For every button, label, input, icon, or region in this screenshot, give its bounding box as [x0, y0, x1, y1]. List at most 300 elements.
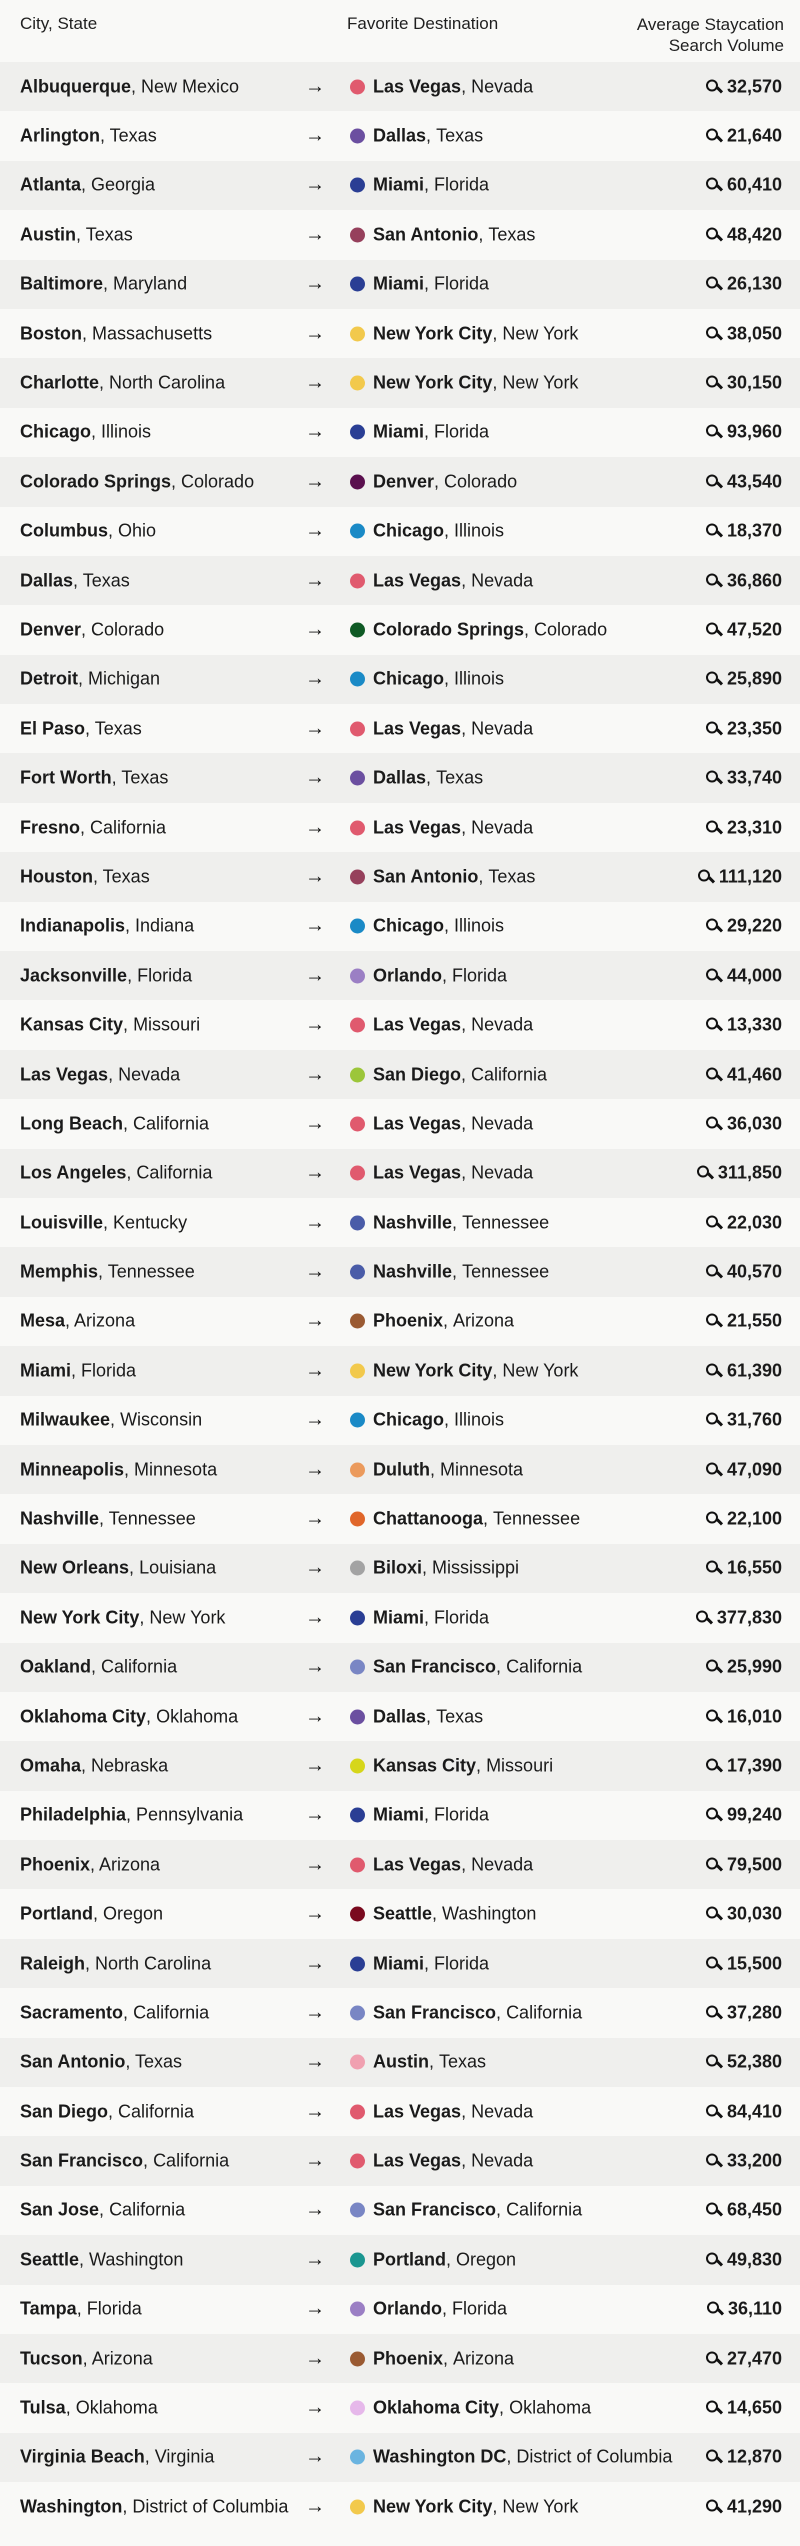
- arrow-icon: →: [305, 2445, 325, 2468]
- search-icon: [706, 2499, 721, 2514]
- destination-city: Dallas: [373, 125, 427, 146]
- destination-state: Nevada: [471, 76, 534, 97]
- search-icon: [706, 1808, 721, 1823]
- destination-state: Texas: [436, 1706, 484, 1727]
- arrow-icon: →: [305, 964, 325, 987]
- arrow-icon: →: [305, 1161, 325, 1184]
- origin-state: Florida: [86, 2298, 142, 2319]
- origin-state: Oregon: [103, 1903, 164, 1924]
- destination-comma: ,: [492, 372, 503, 393]
- destination-city: Las Vegas: [373, 2101, 462, 2122]
- search-volume-value: 41,460: [726, 1064, 782, 1084]
- origin-comma: ,: [81, 1755, 92, 1776]
- search-icon: [706, 1363, 721, 1378]
- destination-city: Orlando: [373, 965, 443, 986]
- destination-comma: ,: [442, 965, 453, 986]
- destination-comma: ,: [426, 1706, 437, 1727]
- destination-color-dot: [350, 1610, 365, 1625]
- destination-city-state: [350, 2348, 514, 2369]
- search-volume-value: 68,450: [726, 2199, 782, 2220]
- table-body: [0, 62, 800, 2532]
- destination-color-dot: [350, 622, 365, 637]
- search-volume: [707, 2299, 782, 2320]
- table-row: [0, 507, 800, 556]
- origin-city: San Jose: [20, 2199, 100, 2220]
- origin-comma: ,: [125, 915, 136, 936]
- origin-city-state: [20, 866, 150, 887]
- search-volume: [706, 965, 782, 986]
- origin-state: Arizona: [74, 1310, 136, 1331]
- destination-city: Las Vegas: [373, 718, 462, 739]
- destination-city-state: [350, 1311, 514, 1332]
- table-row: [0, 309, 800, 358]
- origin-state: California: [109, 2199, 186, 2220]
- destination-comma: ,: [432, 1903, 443, 1924]
- arrow-icon: →: [305, 1655, 325, 1678]
- search-icon: [706, 672, 721, 687]
- search-icon: [706, 1067, 721, 1082]
- destination-city-state: [350, 323, 578, 344]
- destination-state: Minnesota: [440, 1459, 524, 1480]
- origin-state: Ohio: [118, 520, 157, 541]
- destination-color-dot: [350, 919, 365, 934]
- origin-city: Houston: [20, 866, 93, 887]
- origin-city-state: [20, 669, 160, 690]
- arrow-icon: →: [305, 322, 325, 345]
- search-icon: [706, 919, 721, 934]
- destination-color-dot: [350, 425, 365, 440]
- destination-city-state: [350, 1360, 578, 1381]
- destination-city-state: [350, 1509, 580, 1530]
- origin-state: Texas: [85, 224, 133, 245]
- origin-city-state: [20, 224, 133, 245]
- arrow-icon: →: [305, 1309, 325, 1332]
- search-icon: [706, 1265, 721, 1280]
- search-volume-value: 99,240: [726, 1804, 782, 1825]
- search-volume-value: 18,370: [726, 520, 782, 541]
- search-volume: [706, 2249, 782, 2270]
- destination-city: Las Vegas: [373, 76, 462, 97]
- search-volume: [706, 2496, 782, 2517]
- search-volume-value: 36,110: [727, 2298, 782, 2319]
- origin-comma: ,: [124, 1459, 135, 1480]
- origin-city: El Paso: [20, 718, 86, 739]
- table-row: [0, 2482, 800, 2531]
- arrow-icon: →: [305, 2050, 325, 2073]
- origin-comma: ,: [123, 2002, 134, 2023]
- origin-city: Atlanta: [20, 174, 82, 195]
- destination-state: Illinois: [454, 520, 505, 541]
- destination-comma: ,: [461, 2150, 472, 2171]
- arrow-icon: →: [305, 1556, 325, 1579]
- destination-city-state: [350, 965, 507, 986]
- destination-state: Missouri: [486, 1755, 554, 1776]
- search-volume-value: 377,830: [716, 1607, 782, 1628]
- origin-city-state: [20, 1558, 216, 1579]
- search-icon: [706, 1116, 721, 1131]
- destination-city: Phoenix: [373, 1310, 444, 1331]
- destination-comma: ,: [442, 2298, 453, 2319]
- origin-comma: ,: [76, 224, 86, 245]
- search-volume-value: 41,290: [726, 2496, 782, 2517]
- destination-comma: ,: [461, 76, 472, 97]
- table-row: [0, 1445, 800, 1494]
- destination-comma: ,: [478, 866, 489, 887]
- table-row: [0, 2186, 800, 2235]
- destination-state: Florida: [434, 174, 490, 195]
- destination-comma: ,: [496, 2199, 507, 2220]
- origin-city: Albuquerque: [20, 76, 131, 97]
- origin-comma: ,: [126, 1162, 137, 1183]
- search-icon: [706, 2252, 721, 2267]
- origin-city-state: [20, 2398, 158, 2419]
- arrow-icon: →: [305, 1902, 325, 1925]
- origin-comma: ,: [110, 1409, 121, 1430]
- search-volume: [706, 1953, 782, 1974]
- search-volume: [706, 274, 782, 295]
- destination-color-dot: [350, 1907, 365, 1922]
- destination-comma: ,: [492, 2496, 503, 2517]
- destination-city: Miami: [373, 1804, 425, 1825]
- origin-state: California: [101, 1656, 178, 1677]
- destination-city-state: [350, 1755, 553, 1776]
- destination-city-state: [350, 1163, 533, 1184]
- origin-city: San Diego: [20, 2101, 109, 2122]
- destination-state: Mississippi: [432, 1557, 520, 1578]
- table-row: [0, 1099, 800, 1148]
- origin-city-state: [20, 2151, 229, 2172]
- destination-city-state: [350, 2101, 533, 2122]
- origin-comma: ,: [129, 1557, 140, 1578]
- arrow-icon: →: [305, 667, 325, 690]
- origin-comma: ,: [123, 1014, 134, 1035]
- origin-city: Boston: [20, 323, 82, 344]
- origin-comma: ,: [92, 866, 103, 887]
- search-volume-value: 47,520: [726, 619, 782, 640]
- search-icon: [706, 771, 721, 786]
- search-volume: [706, 2101, 782, 2122]
- origin-city-state: [20, 1607, 225, 1628]
- search-icon: [706, 622, 721, 637]
- origin-city: Phoenix: [20, 1854, 91, 1875]
- arrow-icon: →: [305, 766, 325, 789]
- table-row: [0, 62, 800, 111]
- destination-state: Nevada: [471, 1113, 534, 1134]
- origin-state: Texas: [94, 718, 142, 739]
- search-icon: [706, 1709, 721, 1724]
- origin-state: California: [90, 817, 167, 838]
- header-favorite-destination: Favorite Destination: [347, 14, 499, 33]
- destination-state: District of Columbia: [516, 2446, 673, 2467]
- origin-city-state: [20, 1262, 195, 1283]
- search-volume: [706, 2447, 782, 2468]
- destination-comma: ,: [461, 1162, 472, 1183]
- search-icon: [706, 1314, 721, 1329]
- table-row: [0, 1050, 800, 1099]
- destination-city: Kansas City: [373, 1755, 477, 1776]
- origin-state: California: [153, 2150, 230, 2171]
- origin-city: Virginia Beach: [20, 2446, 145, 2467]
- destination-state: Oklahoma: [509, 2397, 592, 2418]
- destination-color-dot: [350, 474, 365, 489]
- origin-city: Raleigh: [20, 1953, 86, 1974]
- arrow-icon: →: [305, 2297, 325, 2320]
- destination-color-dot: [350, 869, 365, 884]
- origin-comma: ,: [108, 1064, 119, 1084]
- destination-color-dot: [350, 1808, 365, 1823]
- destination-city-state: [350, 2052, 486, 2073]
- search-volume-value: 23,310: [726, 817, 782, 838]
- search-volume-value: 33,740: [726, 767, 782, 788]
- origin-state: District of Columbia: [132, 2496, 289, 2517]
- destination-color-dot: [350, 573, 365, 588]
- origin-city: Charlotte: [20, 372, 100, 393]
- arrow-icon: →: [305, 865, 325, 888]
- destination-state: California: [506, 1656, 583, 1677]
- destination-city: Las Vegas: [373, 817, 462, 838]
- search-volume-value: 30,150: [726, 372, 782, 393]
- origin-state: California: [133, 2002, 210, 2023]
- search-icon: [706, 79, 721, 94]
- destination-city: New York City: [373, 323, 493, 344]
- destination-city-state: [350, 916, 504, 937]
- origin-city-state: [20, 619, 164, 640]
- destination-comma: ,: [422, 1557, 433, 1578]
- table-row: [0, 1198, 800, 1247]
- origin-comma: ,: [93, 1903, 104, 1924]
- destination-city-state: [350, 570, 533, 591]
- destination-comma: ,: [524, 619, 535, 640]
- destination-city: Miami: [373, 273, 425, 294]
- destination-comma: ,: [492, 323, 503, 344]
- origin-city-state: [20, 2052, 182, 2073]
- destination-city-state: [350, 521, 504, 542]
- destination-state: Arizona: [453, 2348, 515, 2369]
- search-volume: [706, 570, 782, 591]
- destination-city: Miami: [373, 421, 425, 442]
- destination-state: Texas: [488, 866, 536, 887]
- destination-state: Texas: [488, 224, 536, 245]
- destination-city-state: [350, 1262, 549, 1283]
- table-row: [0, 2136, 800, 2185]
- origin-city: Detroit: [20, 668, 78, 689]
- search-volume: [706, 1657, 782, 1678]
- arrow-icon: →: [305, 717, 325, 740]
- destination-color-dot: [350, 1363, 365, 1378]
- table-header: [0, 0, 800, 62]
- search-volume: [706, 2200, 782, 2221]
- destination-city-state: [350, 1558, 519, 1579]
- destination-city: Las Vegas: [373, 2150, 462, 2171]
- origin-state: Louisiana: [139, 1557, 217, 1578]
- destination-city-state: [350, 2249, 516, 2270]
- origin-city: Las Vegas: [20, 1064, 109, 1084]
- destination-city: Duluth: [373, 1459, 430, 1480]
- origin-city-state: [20, 471, 254, 492]
- search-volume-value: 17,390: [726, 1755, 782, 1776]
- search-volume-value: 36,030: [726, 1113, 782, 1134]
- search-volume: [696, 1607, 782, 1628]
- table-row: [0, 358, 800, 407]
- search-icon: [706, 1512, 721, 1527]
- search-icon: [706, 277, 721, 292]
- arrow-icon: →: [305, 1211, 325, 1234]
- origin-city-state: [20, 521, 156, 542]
- destination-color-dot: [350, 1215, 365, 1230]
- table-row: [0, 1692, 800, 1741]
- origin-city-state: [20, 1113, 209, 1134]
- destination-color-dot: [350, 524, 365, 539]
- origin-state: Nevada: [118, 1064, 181, 1084]
- search-volume: [706, 2052, 782, 2073]
- origin-city-state: [20, 570, 130, 591]
- destination-city-state: [350, 1904, 536, 1925]
- destination-color-dot: [350, 2351, 365, 2366]
- origin-city: Miami: [20, 1360, 72, 1381]
- search-icon: [706, 573, 721, 588]
- origin-state: Pennsylvania: [136, 1804, 244, 1825]
- origin-city: Columbus: [20, 520, 108, 541]
- destination-comma: ,: [461, 1064, 472, 1084]
- destination-state: Tennessee: [462, 1212, 550, 1233]
- origin-state: Texas: [102, 866, 150, 887]
- search-icon: [706, 524, 721, 539]
- destination-color-dot: [350, 129, 365, 144]
- search-icon: [696, 1610, 711, 1625]
- search-icon: [706, 2401, 721, 2416]
- destination-city: Las Vegas: [373, 1162, 462, 1183]
- origin-city-state: [20, 76, 239, 97]
- header-volume-line2: Search Volume: [668, 36, 784, 55]
- destination-city-state: [350, 1805, 489, 1826]
- destination-city-state: [350, 1854, 533, 1875]
- search-volume-value: 15,500: [726, 1953, 782, 1974]
- destination-city: Chicago: [373, 915, 445, 936]
- search-volume-value: 26,130: [726, 273, 782, 294]
- search-icon: [706, 1758, 721, 1773]
- origin-city: Memphis: [20, 1261, 99, 1282]
- search-volume-value: 49,830: [726, 2249, 782, 2270]
- search-volume: [706, 126, 782, 147]
- destination-comma: ,: [446, 2249, 457, 2270]
- origin-city-state: [20, 2101, 194, 2122]
- search-volume: [706, 175, 782, 196]
- search-volume: [706, 1015, 782, 1036]
- destination-comma: ,: [461, 570, 472, 591]
- destination-state: Texas: [436, 125, 484, 146]
- origin-state: Wisconsin: [120, 1409, 203, 1430]
- search-volume: [697, 1163, 782, 1184]
- origin-city-state: [20, 1311, 135, 1332]
- destination-city-state: [350, 1657, 582, 1678]
- table-row: [0, 1000, 800, 1049]
- destination-color-dot: [350, 277, 365, 292]
- search-volume: [706, 1212, 782, 1233]
- destination-city-state: [350, 2151, 533, 2172]
- search-icon: [706, 474, 721, 489]
- destination-color-dot: [350, 1067, 365, 1082]
- search-icon: [706, 2055, 721, 2070]
- origin-comma: ,: [91, 1656, 102, 1677]
- origin-city-state: [20, 1410, 202, 1431]
- origin-comma: ,: [103, 1212, 114, 1233]
- destination-city: San Francisco: [373, 2002, 497, 2023]
- arrow-icon: →: [305, 816, 325, 839]
- search-volume: [706, 1755, 782, 1776]
- destination-state: Nevada: [471, 1014, 534, 1035]
- arrow-icon: →: [305, 2248, 325, 2271]
- search-icon: [706, 1907, 721, 1922]
- arrow-icon: →: [305, 1853, 325, 1876]
- table-row: [0, 1791, 800, 1840]
- search-volume: [706, 1805, 782, 1826]
- destination-city: Las Vegas: [373, 1113, 462, 1134]
- search-volume: [706, 1558, 782, 1579]
- origin-city-state: [20, 1064, 180, 1085]
- origin-city: Fort Worth: [20, 767, 112, 788]
- destination-color-dot: [350, 79, 365, 94]
- origin-comma: ,: [99, 125, 110, 146]
- table-row: [0, 852, 800, 901]
- search-icon: [706, 1956, 721, 1971]
- destination-color-dot: [350, 178, 365, 193]
- destination-city: Washington DC: [373, 2446, 507, 2467]
- arrow-icon: →: [305, 470, 325, 493]
- destination-city: Denver: [373, 471, 435, 492]
- destination-city-state: [350, 126, 483, 147]
- search-volume: [706, 1113, 782, 1134]
- search-icon: [707, 2302, 722, 2317]
- origin-city: Philadelphia: [20, 1804, 127, 1825]
- search-volume: [706, 323, 782, 344]
- destination-city-state: [350, 2002, 582, 2023]
- search-volume-value: 16,550: [726, 1557, 782, 1578]
- search-volume-value: 12,870: [726, 2446, 782, 2467]
- search-icon: [706, 2351, 721, 2366]
- destination-city-state: [350, 2398, 591, 2419]
- destination-color-dot: [350, 1018, 365, 1033]
- origin-city: Oklahoma City: [20, 1706, 147, 1727]
- destination-state: Texas: [436, 767, 484, 788]
- table-row: [0, 260, 800, 309]
- origin-city-state: [20, 323, 212, 344]
- table-row: [0, 605, 800, 654]
- search-volume: [706, 1360, 782, 1381]
- origin-state: Michigan: [88, 668, 161, 689]
- search-icon: [706, 2154, 721, 2169]
- search-icon: [706, 1660, 721, 1675]
- destination-color-dot: [350, 1462, 365, 1477]
- search-volume: [706, 471, 782, 492]
- destination-state: Arizona: [453, 1310, 515, 1331]
- table-row: [0, 2334, 800, 2383]
- origin-city: Arlington: [20, 125, 100, 146]
- origin-comma: ,: [71, 1360, 82, 1381]
- search-volume: [706, 521, 782, 542]
- arrow-icon: →: [305, 272, 325, 295]
- destination-color-dot: [350, 2055, 365, 2070]
- search-icon: [697, 1166, 712, 1181]
- arrow-icon: →: [305, 1359, 325, 1382]
- destination-state: Nevada: [471, 2150, 534, 2171]
- table-row: [0, 803, 800, 852]
- search-icon: [706, 1462, 721, 1477]
- origin-city-state: [20, 1904, 163, 1925]
- origin-city: New York City: [20, 1607, 140, 1628]
- destination-comma: ,: [452, 1261, 463, 1282]
- origin-state: Tennessee: [108, 1508, 196, 1529]
- destination-state: Nevada: [471, 817, 534, 838]
